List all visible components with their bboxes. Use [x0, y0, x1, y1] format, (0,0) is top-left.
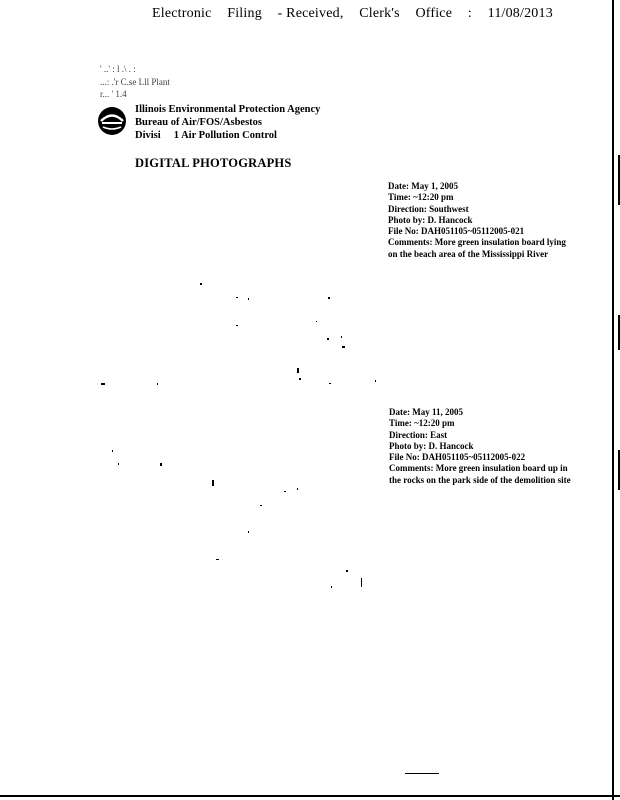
scan-speck — [346, 570, 348, 572]
agency-bureau: Bureau of Air/FOS/Asbestos — [135, 117, 262, 128]
photo-file-no: File No: DAH051105~05112005-021 — [388, 226, 525, 237]
scan-speck — [112, 450, 113, 452]
scan-speck — [212, 480, 214, 486]
photo-by: Photo by: D. Hancock — [388, 214, 473, 225]
header-word: Electronic — [152, 6, 212, 21]
scan-speck — [160, 463, 162, 466]
scan-speck — [248, 298, 249, 300]
scan-speck — [361, 578, 362, 587]
scan-speck — [236, 297, 238, 298]
scan-edge-right — [612, 0, 614, 800]
filing-header — [152, 6, 565, 22]
header-word: Office — [415, 6, 453, 21]
scan-speck — [316, 321, 317, 322]
scan-speck — [216, 559, 219, 560]
scan-speck — [341, 336, 342, 338]
document-title: DIGITAL PHOTOGRAPHS — [135, 156, 292, 170]
photo-comments-cont: the rocks on the park side of the demolition site — [389, 474, 571, 485]
scan-speck — [157, 383, 158, 385]
photo-comments-cont: on the beach area of the Mississippi River — [388, 248, 549, 259]
photo-direction: Direction: Southwest — [388, 203, 469, 214]
photo-comments: Comments: More green insulation board lying — [388, 237, 566, 248]
photo-file-no: File No: DAH051105~05112005-022 — [389, 452, 526, 463]
scan-speck — [236, 325, 238, 326]
agency-division: Divisi 1 Air Pollution Control — [135, 130, 277, 141]
header-date: 11/08/2013 — [487, 6, 553, 21]
faint-line-1: ' ..' : l .\ . : — [100, 64, 136, 74]
scan-speck — [118, 463, 119, 465]
scan-speck — [342, 346, 345, 348]
scan-speck — [248, 531, 249, 533]
photo-time: Time: ~12:20 pm — [389, 418, 455, 429]
scan-speck — [299, 378, 301, 380]
photo-time: Time: ~12:20 pm — [388, 192, 454, 203]
scan-speck — [260, 505, 262, 506]
header-word: Filing — [227, 6, 262, 21]
header-word: - Received, — [277, 6, 344, 21]
scan-speck — [297, 488, 298, 490]
scan-speck — [327, 338, 329, 340]
iepa-seal-icon — [97, 106, 127, 136]
header-word: : — [467, 6, 472, 21]
agency-name: Illinois Environmental Protection Agency — [135, 104, 321, 115]
header-word: Clerk's — [359, 6, 400, 21]
photo-date: Date: May 1, 2005 — [388, 181, 458, 191]
faint-line-3: r... ' 1.4 — [100, 89, 127, 99]
scan-edge-bottom — [0, 795, 620, 797]
scan-speck — [331, 586, 332, 588]
scan-speck — [297, 368, 299, 373]
faint-line-2: ...: .'r C.se Lll Plant — [100, 77, 170, 87]
photo-date: Date: May 11, 2005 — [389, 407, 463, 417]
scan-speck — [101, 383, 105, 385]
scan-speck — [284, 491, 286, 492]
photo-direction: Direction: East — [389, 429, 448, 440]
bottom-rule — [405, 773, 439, 774]
photo-2-metadata — [389, 407, 571, 486]
photo-by: Photo by: D. Hancock — [389, 440, 474, 451]
photo-1-metadata — [388, 181, 566, 260]
scan-speck — [200, 283, 202, 285]
scan-speck — [328, 297, 330, 299]
photo-comments: Comments: More green insulation board up in — [389, 463, 568, 474]
scan-speck — [329, 383, 331, 384]
scan-speck — [375, 380, 376, 382]
